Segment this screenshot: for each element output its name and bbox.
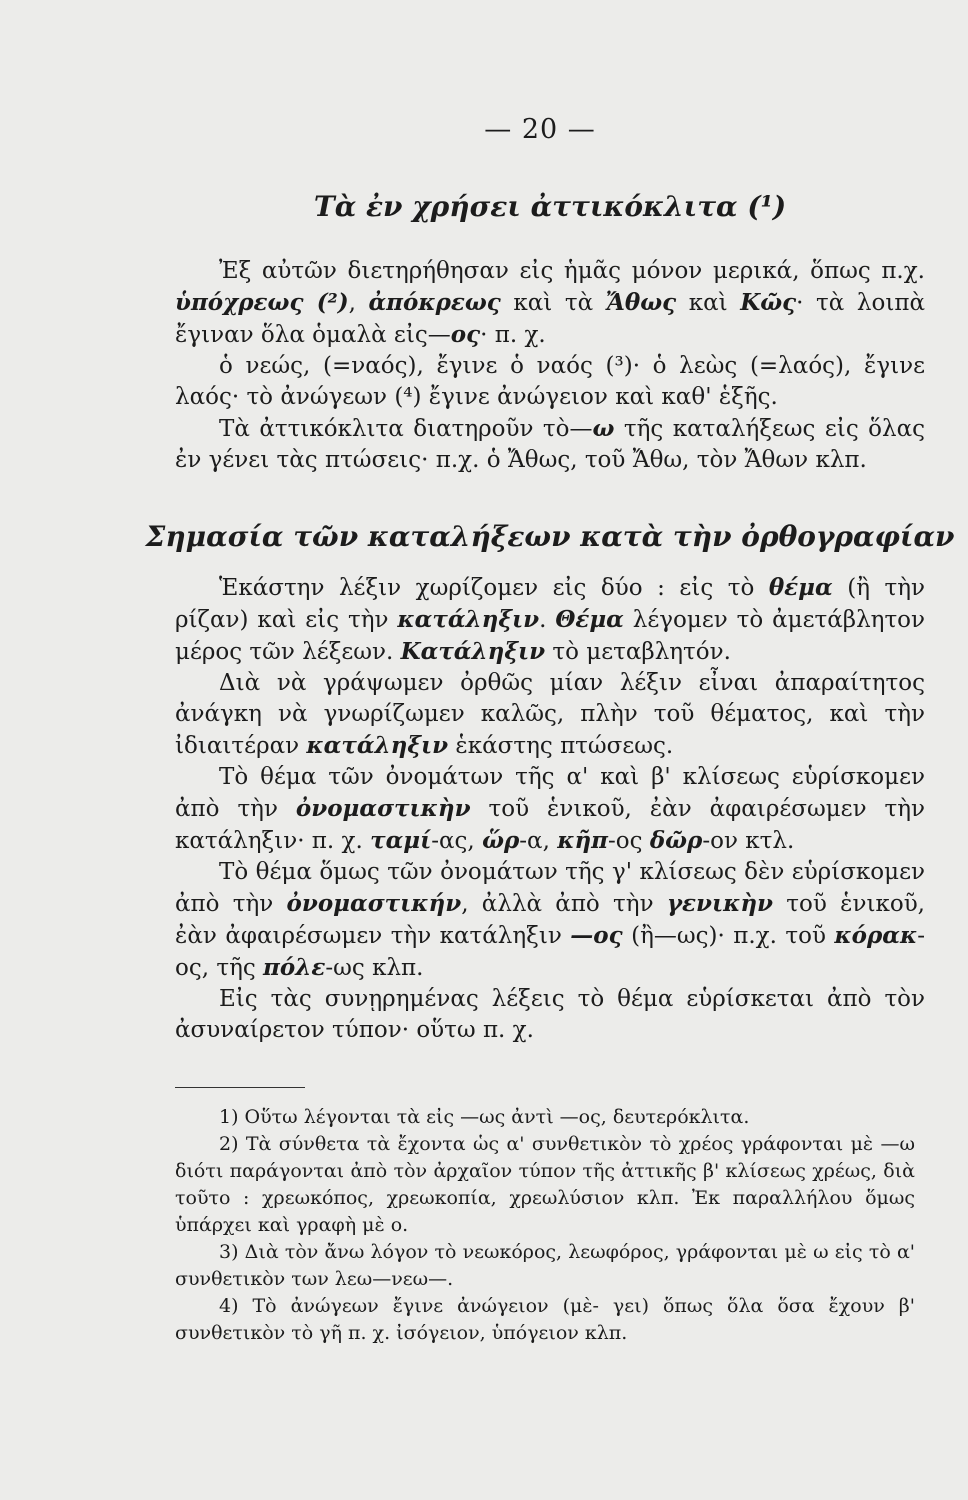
text-run: , ἀλλὰ ἀπὸ τὴν <box>461 891 667 917</box>
text-run: Ἐξ αὐτῶν διετηρήθησαν εἰς ἡμᾶς μόνον μερικά, ὅπως π.χ. <box>219 258 925 284</box>
text-run: τῆς καταλήξεως εἰς ὅλας ἐν γένει τὰς πτώσεις· π.χ. ὁ Ἄθως, τοῦ Ἄθω, τὸν Ἄθων κλπ. <box>175 416 925 473</box>
footnote-4: 4) Τὸ ἀνώγεων ἔγινε ἀνώγειον (μὲ- γει) ὅπως ὅλα ὅσα ἔχουν β' συνθετικὸν τὸ γῆ π. χ. ἰσόγειον, ὑπόγειον κλπ. <box>175 1295 915 1344</box>
paragraph <box>175 572 925 668</box>
section-1-body <box>175 256 925 476</box>
emphasis: πόλε <box>263 954 326 981</box>
text-run: (ἢ—ως)· π.χ. τοῦ <box>622 923 835 949</box>
footnote-2: 2) Τὰ σύνθετα τὰ ἔχοντα ὡς α' συνθετικὸν τὸ χρέος γράφονται μὲ —ω διότι παράγονται ἀπὸ τὸν ἀρχαῖον τύπον τῆς ἀττικῆς β' κλίσεως χρέως, διὰ τοῦτο : χρεωκόπος, χρεωκοπία, χρεωλύσιον κλπ. Ἐκ παραλλήλου ὅμως ὑπάρχει καὶ γραφὴ μὲ ο. <box>175 1133 915 1236</box>
text-run: Τὰ ἀττικόκλιτα διατηροῦν τὸ— <box>219 416 593 442</box>
text-run: λέγομεν τὸ ἀμετάβλητον μέρος τῶν λέξεων. <box>175 607 926 665</box>
text-run: -ως κλπ. <box>325 955 424 981</box>
emphasis: ος <box>450 321 481 348</box>
emphasis: Κατάληξιν <box>400 638 546 665</box>
paragraph <box>175 668 925 762</box>
emphasis: —ος <box>570 922 623 949</box>
section-2-body <box>175 572 925 1046</box>
emphasis: γενικὴν <box>666 890 774 917</box>
text-run: -ας, <box>431 828 483 854</box>
footnotes <box>175 1104 915 1347</box>
text-run: · τὰ λοιπὰ ἔγιναν ὅλα ὁμαλὰ εἰς— <box>175 290 926 348</box>
text-run: καὶ <box>676 290 741 316</box>
emphasis: ταμί <box>370 827 432 854</box>
paragraph <box>175 857 925 984</box>
emphasis: θέμα <box>768 574 833 601</box>
emphasis: ὥρ <box>482 827 520 854</box>
section-title-endings: Σημασία τῶν καταλήξεων κατὰ τὴν ὀρθογραφίαν <box>145 520 955 553</box>
paragraph <box>175 762 925 857</box>
emphasis: δῶρ <box>649 827 703 854</box>
emphasis: ἀπόκρεως <box>368 289 501 316</box>
text-run: , <box>348 290 369 316</box>
emphasis: κατάληξιν <box>306 732 449 759</box>
paragraph <box>175 256 925 351</box>
text-run: . <box>539 607 556 633</box>
paragraph <box>175 413 925 476</box>
text-run: (ἢ τὴν ρίζαν) καὶ εἰς τὴν <box>175 575 925 633</box>
text-run: -ον κτλ. <box>702 828 795 854</box>
emphasis: Θέμα <box>555 606 624 633</box>
emphasis: Ἄθως <box>605 289 677 316</box>
text-run: -ος <box>608 828 650 854</box>
text-run: Τὸ θέμα τῶν ὀνομάτων τῆς α' καὶ β' κλίσεως εὑρίσκομεν ἀπὸ τὴν <box>175 764 925 822</box>
emphasis: ὑπόχρεως (²) <box>175 289 349 316</box>
section-title-atticoclita: Τὰ ἐν χρήσει ἀττικόκλιτα (¹) <box>313 190 787 223</box>
text-run: Διὰ νὰ γράψωμεν ὀρθῶς μίαν λέξιν εἶναι ἀπαραίτητος ἀνάγκη νὰ γνωρίζωμεν καλῶς, πλὴν τοῦ θέματος, καὶ τὴν ἰδιαιτέραν <box>175 670 925 759</box>
text-run: Τὸ θέμα ὅμως τῶν ὀνομάτων τῆς γ' κλίσεως δὲν εὑρίσκομεν ἀπὸ τὴν <box>175 859 925 917</box>
footnote-3: 3) Διὰ τὸν ἄνω λόγον τὸ νεωκόρος, λεωφόρος, γράφονται μὲ ω εἰς τὸ α' συνθετικὸν των λεω—νεω—. <box>175 1241 915 1290</box>
footnote-1: 1) Οὕτω λέγονται τὰ εἰς —ως ἀντὶ —ος, δευτερόκλιτα. <box>219 1106 750 1128</box>
text-run: καὶ τὰ <box>500 290 606 316</box>
text-run: -ος, τῆς <box>175 923 925 981</box>
text-run: · π. χ. <box>480 322 546 348</box>
text-run: Ἑκάστην λέξιν χωρίζομεν εἰς δύο : εἰς τὸ <box>219 575 769 601</box>
text-run: τοῦ ἑνικοῦ, ἐὰν ἀφαιρέσωμεν τὴν κατάληξιν· π. χ. <box>175 796 925 854</box>
emphasis: κόρακ <box>834 922 918 949</box>
text-run: τοῦ ἑνικοῦ, ἐὰν ἀφαιρέσωμεν τὴν κατάληξιν <box>175 891 925 949</box>
text-run: ἑκάστης πτώσεως. <box>448 733 674 759</box>
emphasis: ω <box>592 415 615 442</box>
emphasis: κατάληξιν <box>397 606 540 633</box>
emphasis: ὀνομαστικήν <box>286 890 462 917</box>
emphasis: ὀνομαστικὴν <box>295 795 471 822</box>
emphasis: Κῶς <box>740 289 797 316</box>
paragraph: Εἰς τὰς συνῃρημένας λέξεις τὸ θέμα εὑρίσκεται ἀπὸ τὸν ἀσυναίρετον τύπον· οὕτω π. χ. <box>175 986 925 1043</box>
footnote-divider <box>175 1087 305 1088</box>
emphasis: κῆπ <box>557 827 608 854</box>
paragraph: ὁ νεώς, (=ναός), ἔγινε ὁ ναός (³)· ὁ λεὼς (=λαός), ἔγινε λαός· τὸ ἀνώγεων (⁴) ἔγινε ἀνώγειον καὶ καθ' ἑξῆς. <box>175 353 925 410</box>
text-run: τὸ μεταβλητόν. <box>545 639 731 665</box>
page-number: — 20 — <box>484 114 596 145</box>
text-run: -α, <box>519 828 558 854</box>
